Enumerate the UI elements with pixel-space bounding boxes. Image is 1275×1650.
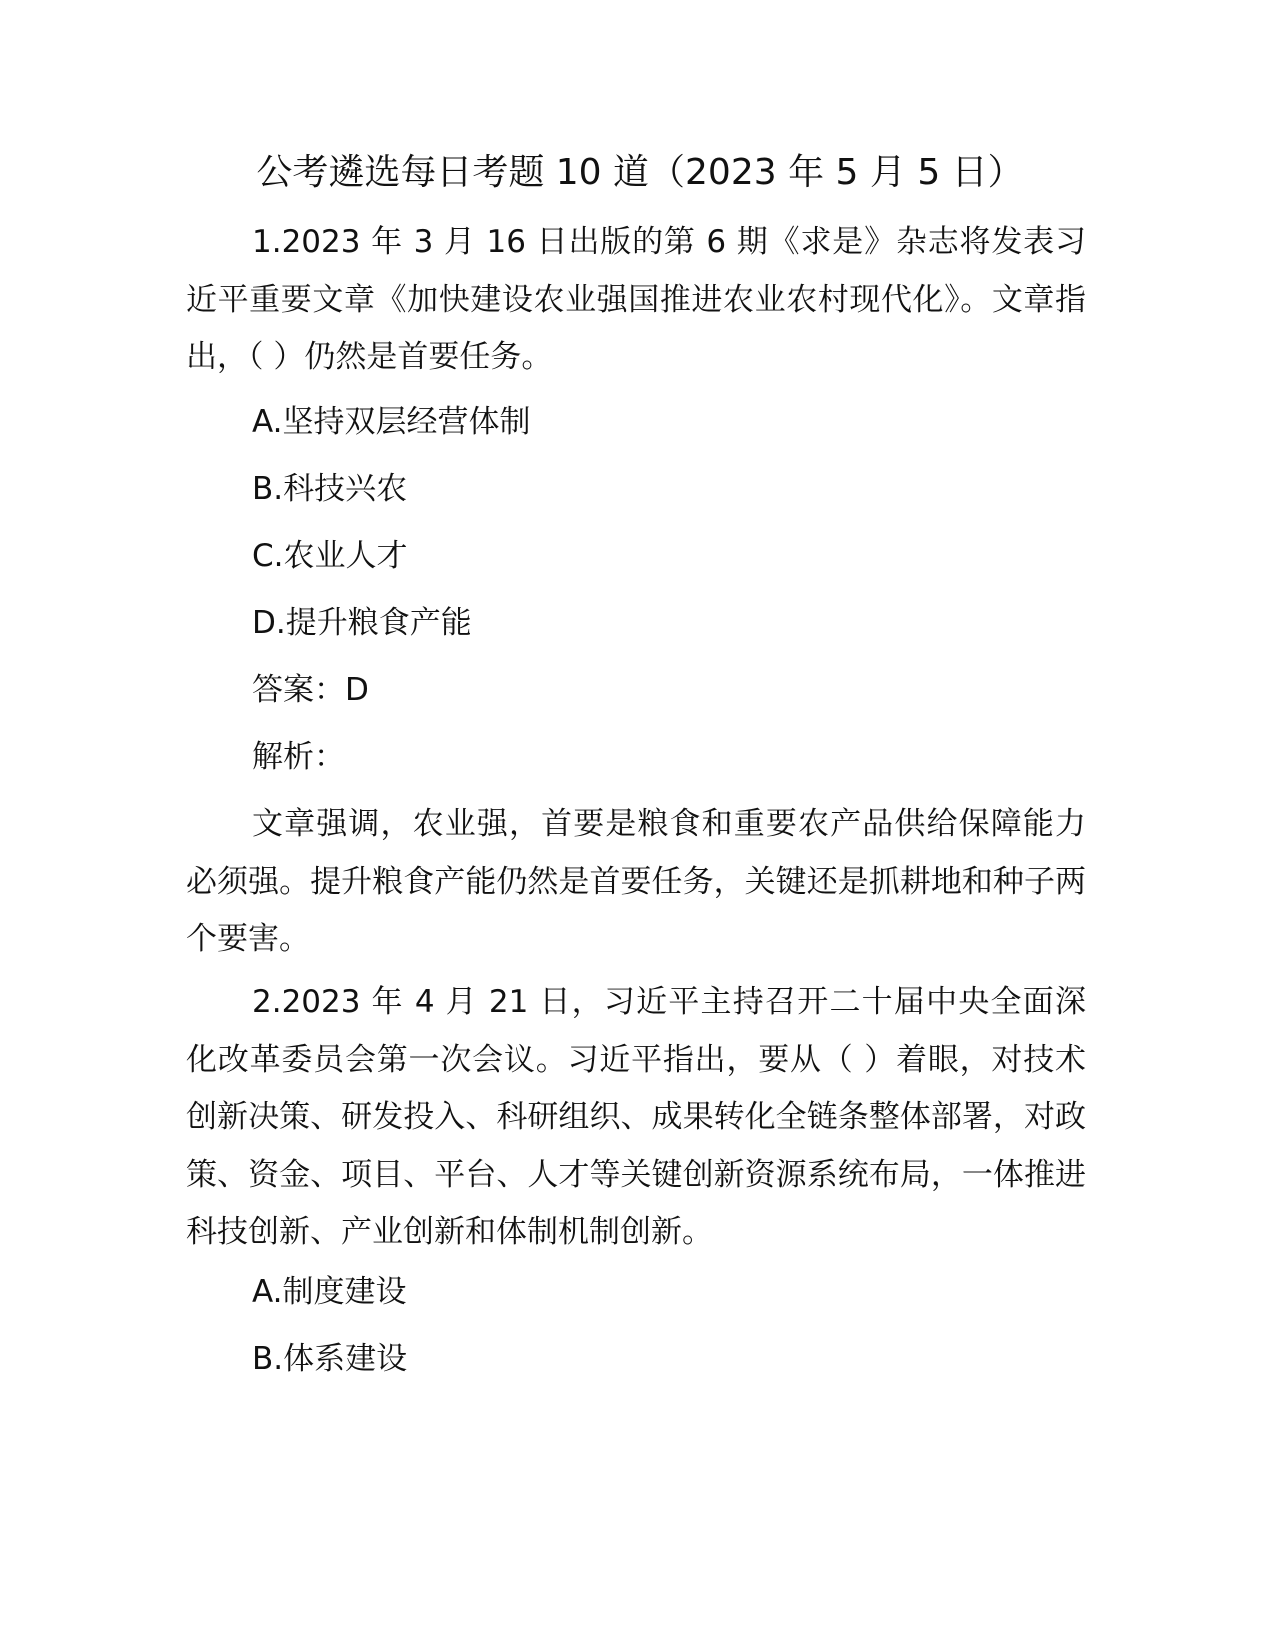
question-1-option-a: A.坚持双层经营体制	[252, 404, 531, 440]
question-2-option-a: A.制度建设	[252, 1274, 407, 1310]
question-2-stem: 2.2023 年 4 月 21 日，习近平主持召开二十届中央全面深化改革委员会第一次会议。习近平指出，要从（ ）着眼，对技术创新决策、研发投入、科研组织、成果转化全链条整体部署，对政策、资金、项目、平台、人才等关键创新资源系统布局，一体推进科技创新、产业创新和体制机制创新。	[186, 984, 1086, 1250]
question-1-answer: 答案：D	[252, 672, 369, 708]
question-2-option-b: B.体系建设	[252, 1341, 408, 1377]
question-1-option-d: D.提升粮食产能	[252, 605, 472, 641]
question-1-stem: 1.2023 年 3 月 16 日出版的第 6 期《求是》杂志将发表习近平重要文章《加快建设农业强国推进农业农村现代化》。文章指出，（ ）仍然是首要任务。	[186, 224, 1086, 375]
page-title: 公考遴选每日考题 10 道（2023 年 5 月 5 日）	[256, 152, 1024, 193]
question-1-option-b: B.科技兴农	[252, 471, 408, 507]
question-1-option-c: C.农业人才	[252, 538, 408, 574]
question-1-analysis: 文章强调，农业强，首要是粮食和重要农产品供给保障能力必须强。提升粮食产能仍然是首要任务，关键还是抓耕地和种子两个要害。	[186, 806, 1086, 957]
question-1-analysis-label: 解析：	[252, 739, 345, 775]
